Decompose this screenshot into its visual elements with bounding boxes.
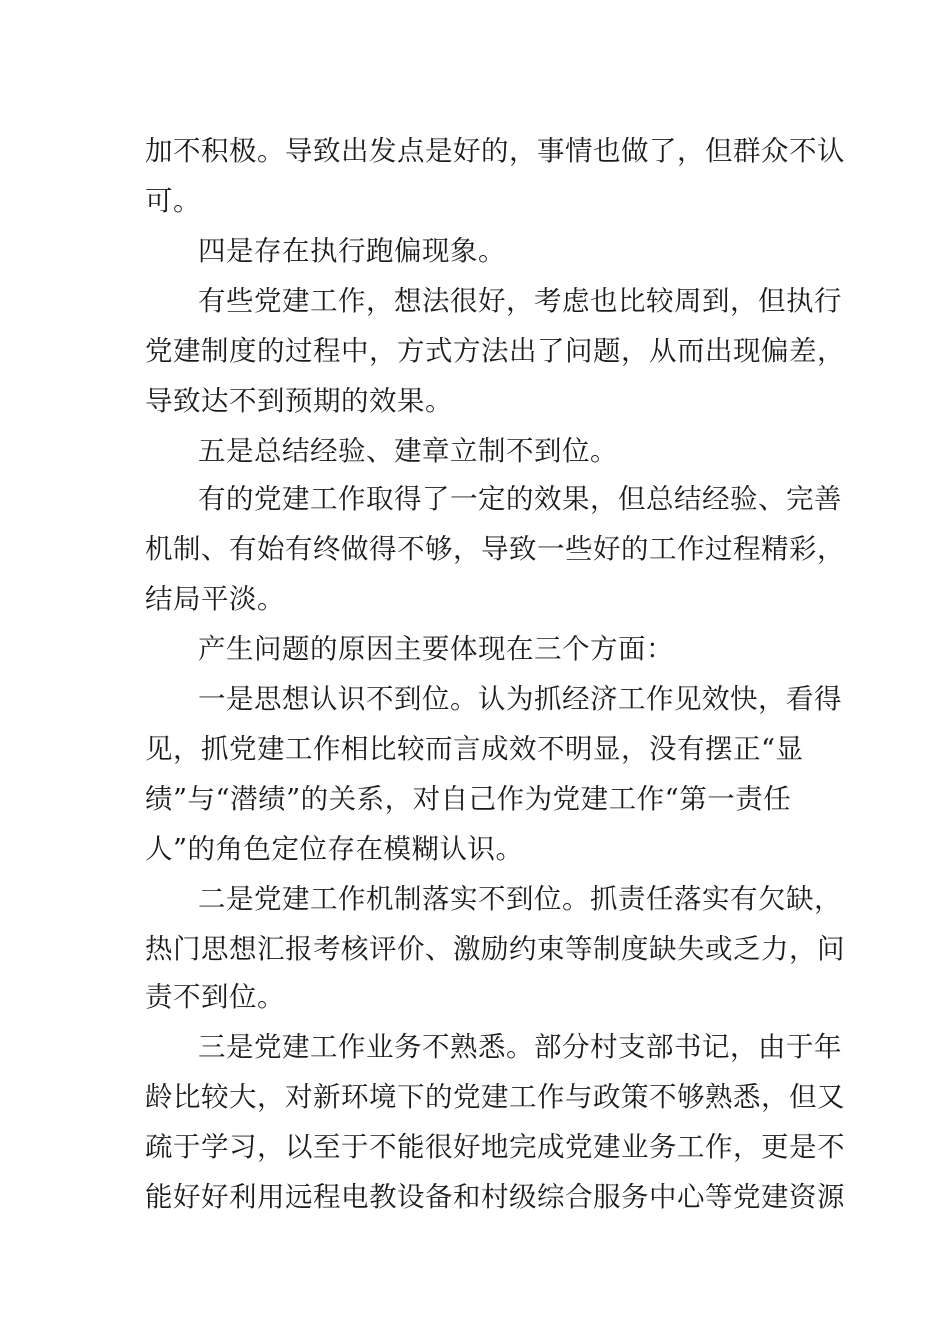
text-line: 党建制度的过程中，方式方法出了问题，从而出现偏差， bbox=[145, 335, 845, 367]
text-line: 机制、有始有终做得不够，导致一些好的工作过程精彩， bbox=[145, 533, 845, 565]
text-line: 可。 bbox=[145, 185, 201, 217]
text-line: 二是党建工作机制落实不到位。抓责任落实有欠缺， bbox=[198, 883, 842, 915]
text-line: 有的党建工作取得了一定的效果，但总结经验、完善 bbox=[198, 483, 842, 515]
text-line: 导致达不到预期的效果。 bbox=[145, 385, 453, 417]
text-line: 疏于学习，以至于不能很好地完成党建业务工作，更是不 bbox=[145, 1131, 845, 1163]
text-line: 结局平淡。 bbox=[145, 583, 285, 615]
section-heading: 四是存在执行跑偏现象。 bbox=[198, 235, 506, 267]
text-line: 加不积极。导致出发点是好的，事情也做了，但群众不认 bbox=[145, 135, 845, 167]
text-line: 能好好利用远程电教设备和村级综合服务中心等党建资源 bbox=[145, 1181, 845, 1213]
text-line: 绩”与“潜绩”的关系，对自己作为党建工作“第一责任 bbox=[145, 783, 792, 815]
text-line: 见，抓党建工作相比较而言成效不明显，没有摆正“显 bbox=[145, 733, 804, 765]
text-line: 有些党建工作，想法很好，考虑也比较周到，但执行 bbox=[198, 285, 842, 317]
text-line: 一是思想认识不到位。认为抓经济工作见效快，看得 bbox=[198, 683, 842, 715]
text-line: 热门思想汇报考核评价、激励约束等制度缺失或乏力，问 bbox=[145, 933, 845, 965]
text-line: 三是党建工作业务不熟悉。部分村支部书记，由于年 bbox=[198, 1031, 842, 1063]
section-heading: 五是总结经验、建章立制不到位。 bbox=[198, 435, 618, 467]
section-heading: 产生问题的原因主要体现在三个方面： bbox=[198, 633, 674, 665]
text-line: 人”的角色定位存在模糊认识。 bbox=[145, 833, 524, 865]
text-line: 龄比较大，对新环境下的党建工作与政策不够熟悉，但又 bbox=[145, 1081, 845, 1113]
text-line: 责不到位。 bbox=[145, 981, 285, 1013]
